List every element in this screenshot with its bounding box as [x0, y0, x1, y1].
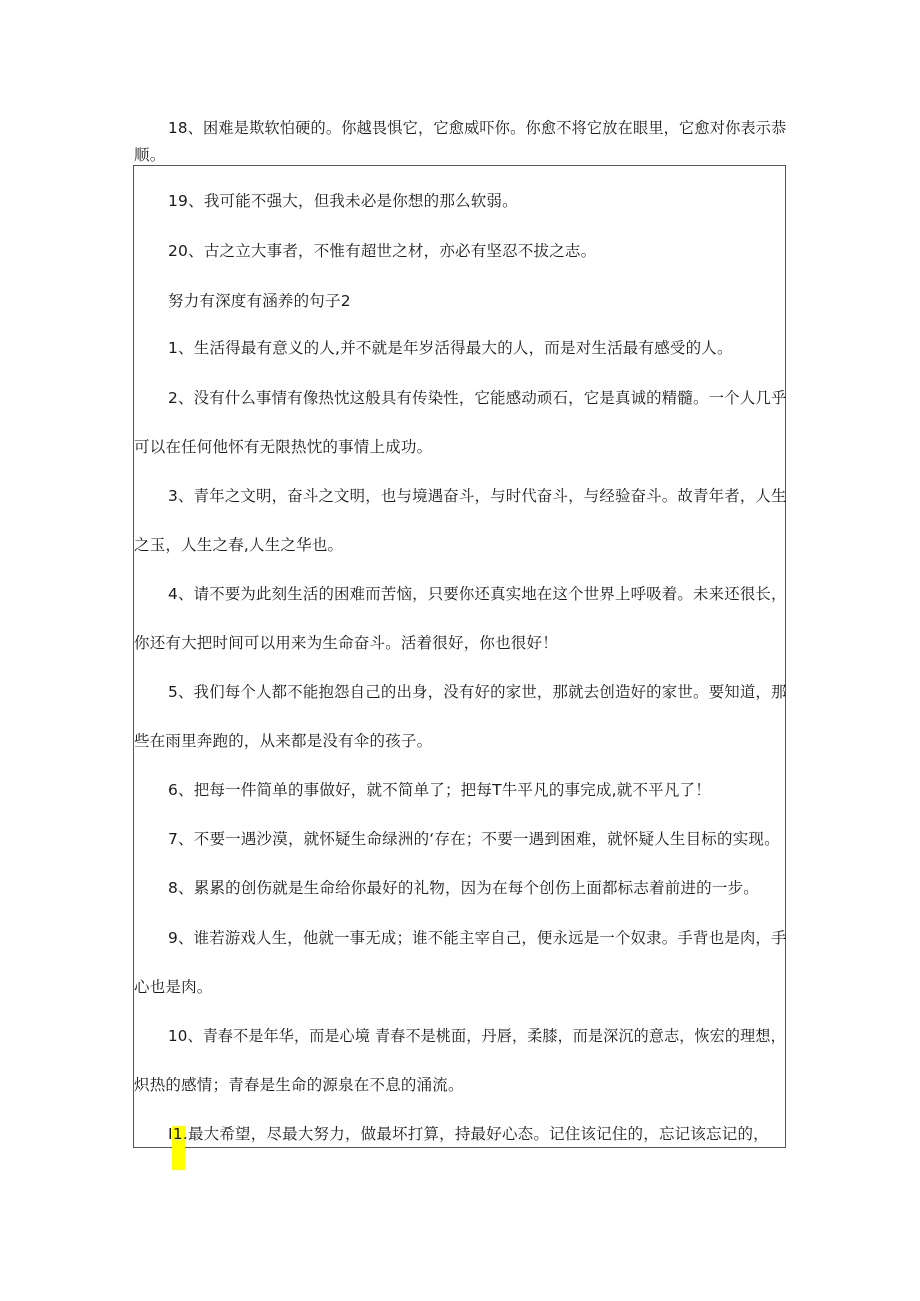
sentence-5-line2: 些在雨里奔跑的，从来都是没有伞的孩子。: [134, 732, 433, 750]
content-frame: [133, 165, 786, 1148]
sentence-11: I1.最大希望，尽最大努力，做最坏打算，持最好心态。记住该记住的，忘记该忘记的，: [168, 1125, 769, 1143]
sentence-9-line2: 心也是肉。: [134, 978, 213, 996]
sentence-2-line1: 2、没有什么事情有像热忱这般具有传染性，它能感动顽石，它是真诚的精髓。一个人几乎: [168, 389, 787, 407]
sentence-7: 7、不要一遇沙漠，就怀疑生命绿洲的‘存在；不要一遇到困难，就怀疑人生目标的实现。: [168, 830, 780, 848]
paragraph-18-line1: 18、困难是欺软怕硬的。你越畏惧它，它愈威吓你。你愈不将它放在眼里，它愈对你表示恭: [168, 119, 787, 137]
sentence-3-line1: 3、青年之文明，奋斗之文明，也与境遇奋斗，与时代奋斗，与经验奋斗。故青年者，人生: [168, 487, 787, 505]
section-heading: 努力有深度有涵养的句子2: [168, 292, 351, 310]
sentence-1: 1、生活得最有意义的人,并不就是年岁活得最大的人，而是对生活最有感受的人。: [168, 339, 733, 357]
sentence-9-line1: 9、谁若游戏人生，他就一事无成；谁不能主宰自己，便永远是一个奴隶。手背也是肉，手: [168, 929, 787, 947]
sentence-3-line2: 之玉，人生之春,人生之华也。: [134, 536, 344, 554]
sentence-4-line2: 你还有大把时间可以用来为生命奋斗。活着很好，你也很好！: [134, 634, 558, 652]
paragraph-20: 20、古之立大事者，不惟有超世之材，亦必有坚忍不拔之志。: [168, 242, 597, 260]
sentence-6: 6、把每一件简单的事做好，就不简单了；把每T牛平凡的事完成,就不平凡了！: [168, 781, 711, 799]
sentence-10-line2: 炽热的感情；青春是生命的源泉在不息的涌流。: [134, 1076, 464, 1094]
sentence-4-line1: 4、请不要为此刻生活的困难而苦恼，只要你还真实地在这个世界上呼吸着。未来还很长，: [168, 585, 787, 603]
paragraph-18-line2: 顺。: [134, 146, 166, 164]
paragraph-19: 19、我可能不强大，但我未必是你想的那么软弱。: [168, 192, 518, 210]
sentence-8: 8、累累的创伤就是生命给你最好的礼物，因为在每个创伤上面都标志着前进的一步。: [168, 879, 759, 897]
sentence-2-line2: 可以在任何他怀有无限热忱的事情上成功。: [134, 438, 433, 456]
sentence-10-line1: 10、青春不是年华，而是心境 青春不是桃面，丹唇，柔膝，而是深沉的意志，恢宏的理想，: [168, 1027, 786, 1045]
sentence-5-line1: 5、我们每个人都不能抱怨自己的出身，没有好的家世，那就去创造好的家世。要知道，那: [168, 683, 787, 701]
